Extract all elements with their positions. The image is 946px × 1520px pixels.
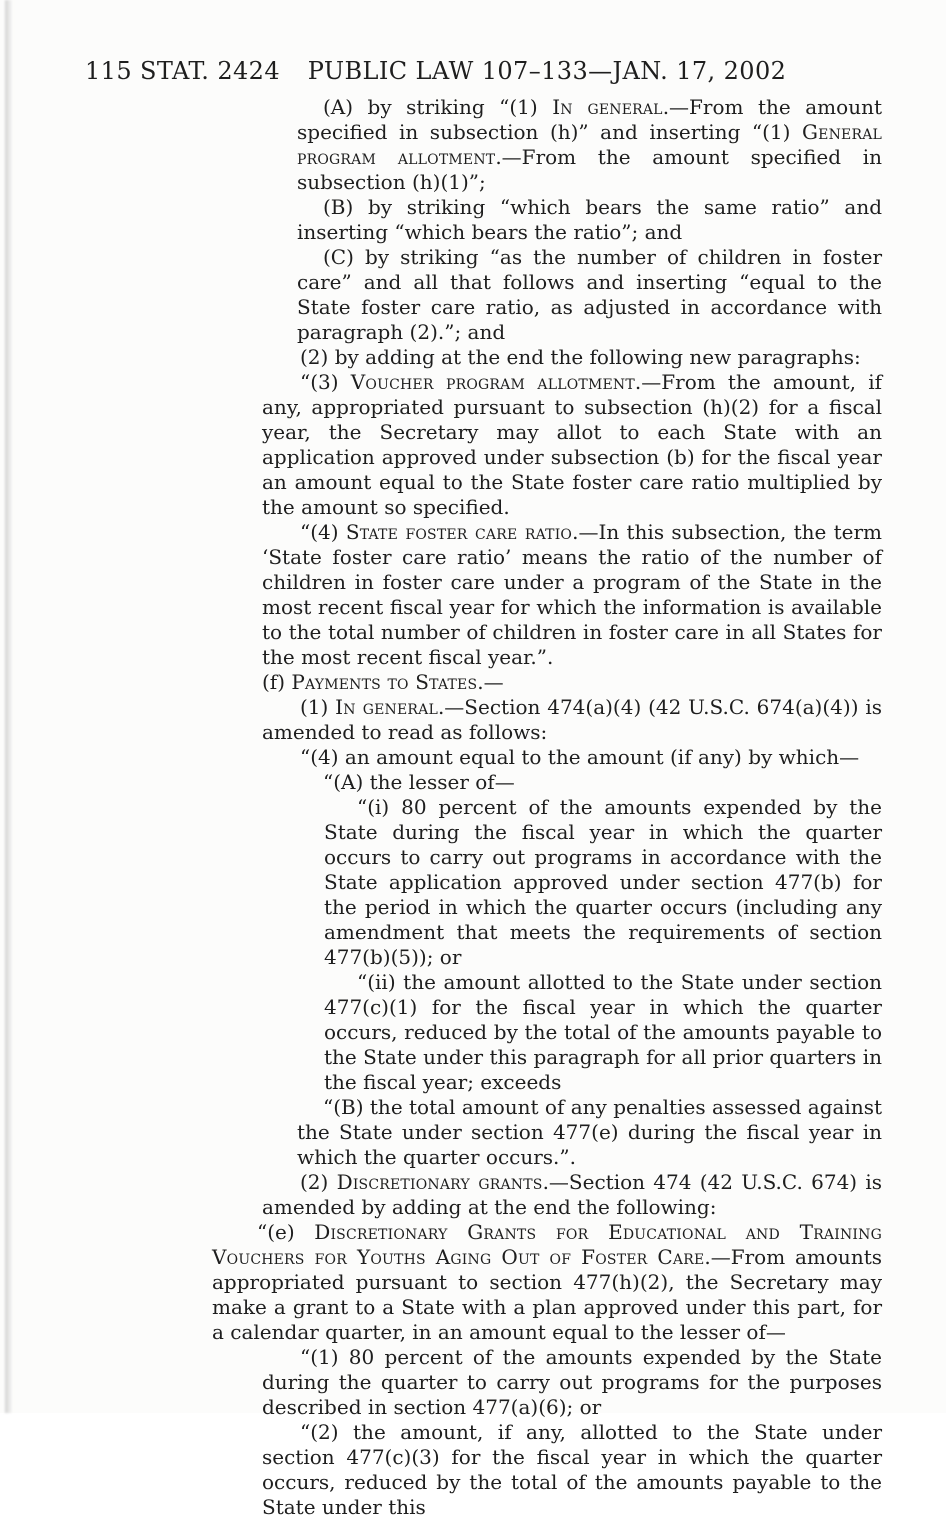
paragraph (324, 795, 882, 970)
law-heading: PUBLIC LAW 107–133—JAN. 17, 2002 (307, 57, 787, 85)
text-run: .—From the amount specified in subsection (h)” and inserting “(1) (297, 95, 882, 144)
text-run: “(3) (300, 370, 351, 394)
paragraph (262, 745, 882, 770)
text-run: (C) by striking “as the number of children in foster care” and all that follows and inserting “equal to the State foster care ratio, as adjusted in accordance with paragraph (2).”; and (297, 245, 882, 344)
text-run: “(2) the amount, if any, allotted to the State under section 477(c)(3) for the fiscal year in which the quarter occurs, reduced by the total of the amounts payable to the State under this (262, 1420, 882, 1519)
text-run: .—Section 474 (42 U.S.C. 674) is amended by adding at the end the following: (262, 1170, 883, 1219)
stat-page-number: 115 STAT. 2424 (85, 57, 281, 85)
paragraph (297, 1095, 882, 1170)
small-caps-run: Voucher program allotment (350, 370, 635, 394)
paragraph (297, 95, 882, 195)
text-run: “(4) an amount equal to the amount (if any) by which— (300, 745, 860, 769)
text-run: (f) (262, 670, 292, 694)
paragraph (297, 195, 882, 245)
text-run: “(ii) the amount allotted to the State under section 477(c)(1) for the fiscal year in which the quarter occurs, reduced by the total of the amounts payable to the State under this paragraph for all prior quarters in the fiscal year; exceeds (324, 970, 882, 1094)
text-run: .—From amounts appropriated pursuant to section 477(h)(2), the Secretary may make a grant to a State with a plan approved under this part, for a calendar quarter, in an amount equal to the lesser of— (212, 1245, 882, 1344)
text-run: “(B) the total amount of any penalties assessed against the State under section 477(e) during the fiscal year in which the quarter occurs.”. (297, 1095, 882, 1169)
paragraph (262, 670, 882, 695)
text-run: “(4) (300, 520, 346, 544)
text-run: “(1) 80 percent of the amounts expended by the State during the quarter to carry out programs for the purposes described in section 477(a)(6); or (262, 1345, 882, 1419)
paragraph (262, 520, 882, 670)
page-header (0, 57, 946, 87)
text-run: “(e) (257, 1220, 315, 1244)
small-caps-run: General program allotment (297, 120, 882, 169)
text-run: .—Section 474(a)(4) (42 U.S.C. 674(a)(4)) is amended to read as follows: (262, 695, 882, 744)
paragraph (262, 695, 882, 745)
text-run: “(i) 80 percent of the amounts expended by the State during the fiscal year in which the quarter occurs to carry out programs in accordance with the State application approved under section 477(b) for the period in which the quarter occurs (including any amendment that meets the requirements of section 477(b)(5)); or (324, 795, 882, 969)
text-run: .—From the amount, if any, appropriated pursuant to subsection (h)(2) for a fiscal year, the Secretary may allot to each State with an application approved under subsection (b) for the fiscal year an amount equal to the State foster care ratio multiplied by the amount so specified. (262, 370, 883, 519)
paragraph (262, 370, 882, 520)
paragraph (212, 1220, 882, 1345)
text-run: “(A) the lesser of— (323, 770, 515, 794)
text-run: (2) (300, 1170, 337, 1194)
text-run: .—From the amount specified in subsection (h)(1)”; (297, 145, 882, 194)
paragraph (324, 970, 882, 1095)
document-body (212, 95, 882, 1520)
text-run: (1) (300, 695, 336, 719)
paragraph (262, 1170, 882, 1220)
small-caps-run: Discretionary grants (336, 1170, 543, 1194)
paragraph (297, 770, 882, 795)
paragraph (262, 1345, 882, 1420)
text-run: (A) by striking “(1) (323, 95, 553, 119)
small-caps-run: In general (335, 695, 438, 719)
scan-edge-artifact (5, 0, 12, 1413)
text-run: (2) by adding at the end the following new paragraphs: (300, 345, 861, 369)
paragraph (262, 345, 882, 370)
small-caps-run: State foster care ratio (345, 520, 573, 544)
small-caps-run: In general (552, 95, 663, 119)
paragraph (297, 245, 882, 345)
small-caps-run: Payments to States (291, 670, 478, 694)
text-run: .— (477, 670, 504, 694)
paragraph (262, 1420, 882, 1520)
small-caps-run: Discretionary Grants for Educational and Training Vouchers for Youths Aging Out of Foster Care (212, 1220, 882, 1269)
text-run: (B) by striking “which bears the same ratio” and inserting “which bears the ratio”; and (297, 195, 882, 244)
text-run: .—In this subsection, the term ‘State foster care ratio’ means the ratio of the number of children in foster care under a program of the State in the most recent fiscal year for which the information is available to the total number of children in foster care in all States for the most recent fiscal year.”. (262, 520, 883, 669)
